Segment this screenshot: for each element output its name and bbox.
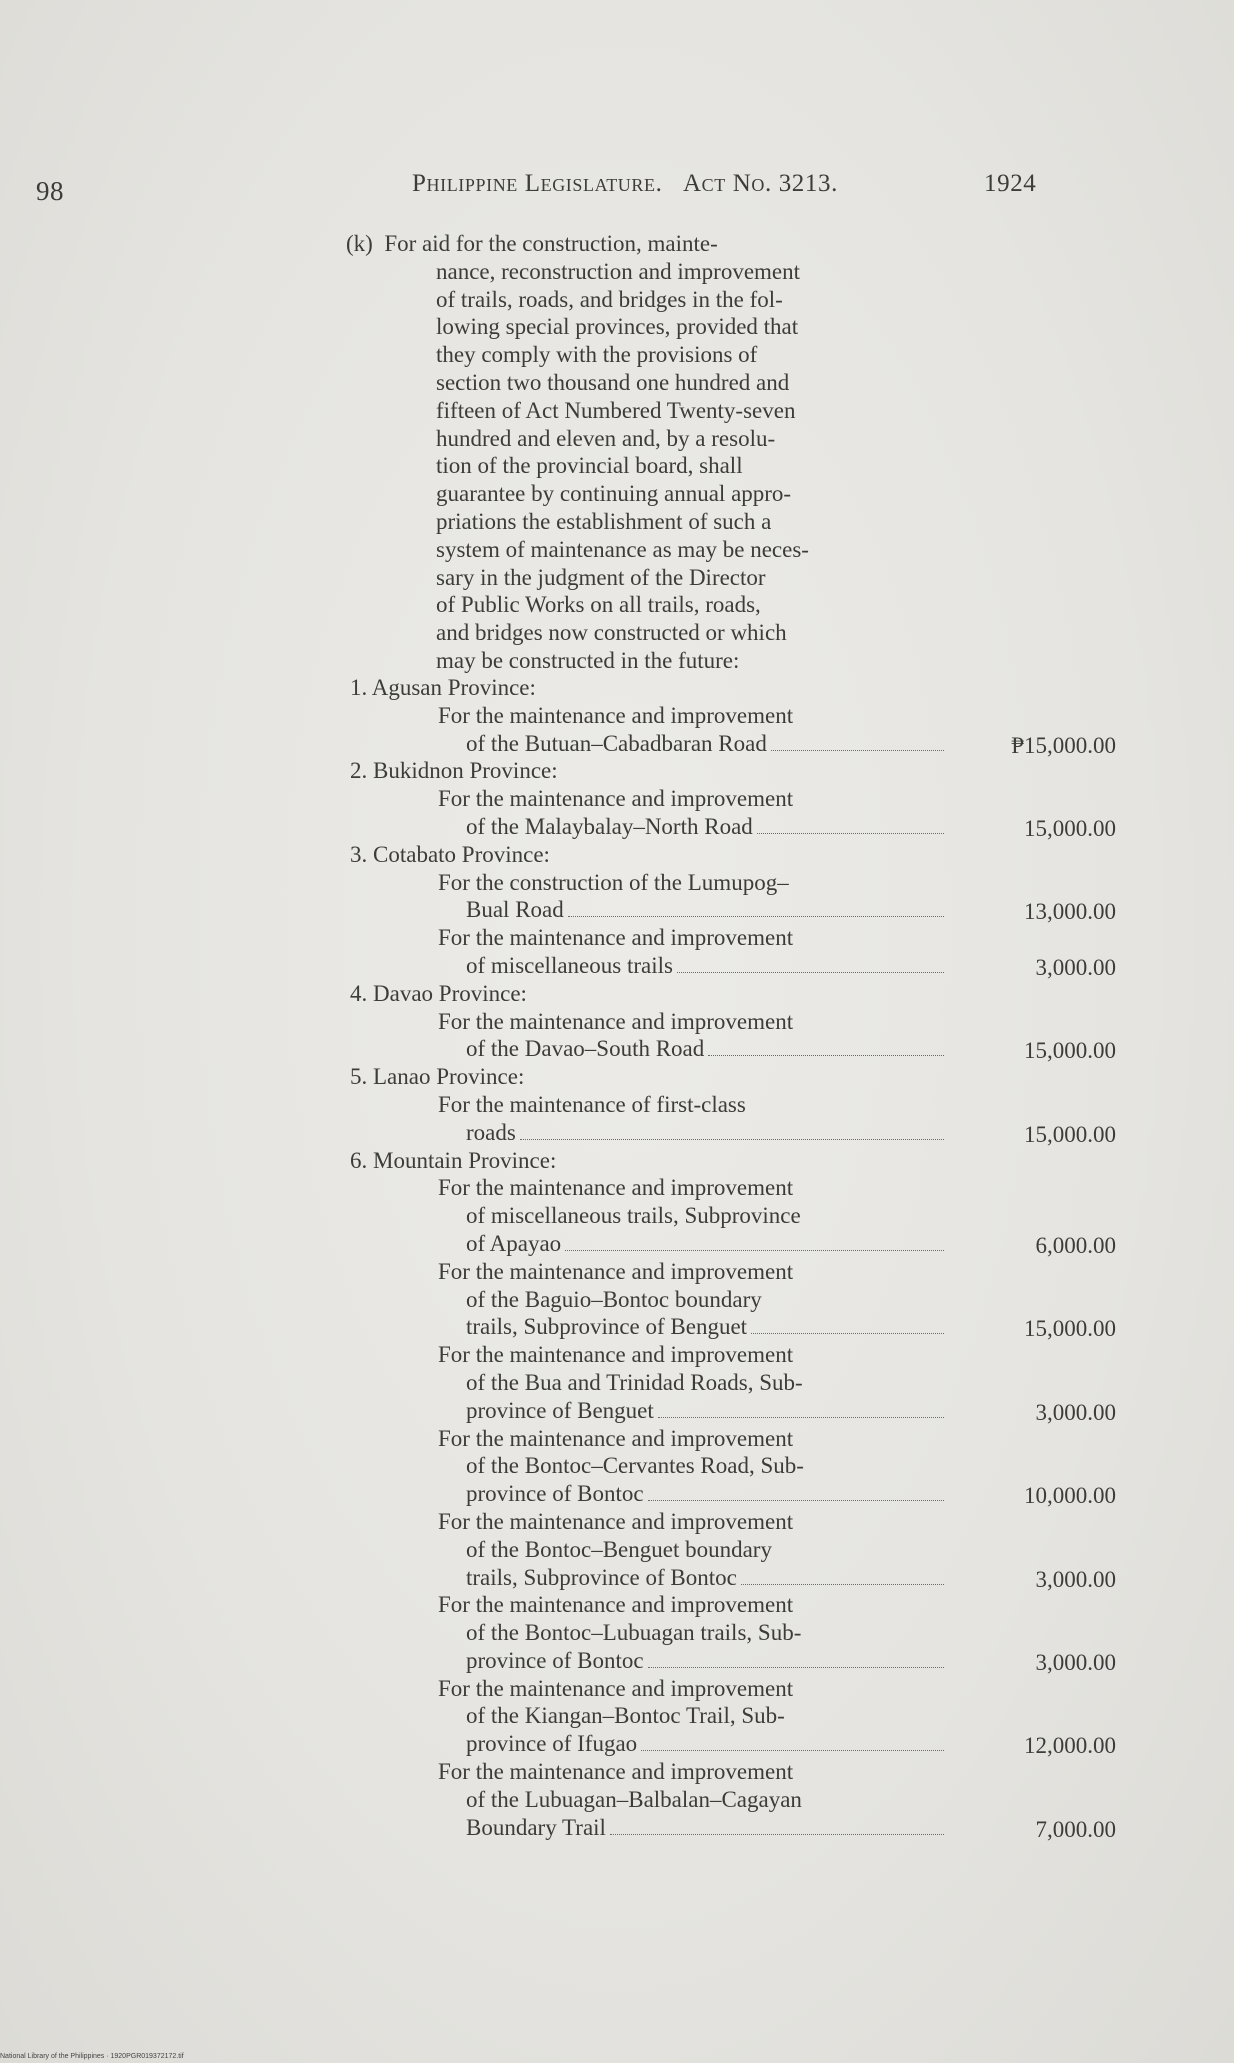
dot-leader (677, 971, 944, 973)
item-text-line: For the maintenance and improvement (438, 1508, 794, 1534)
running-head (412, 170, 1037, 198)
item-last-line (346, 730, 946, 758)
item-text-line: of the Baguio–Bontoc boundary (466, 1286, 762, 1312)
appropriation-item (346, 785, 1136, 841)
intro-line: section two thousand one hundred and (436, 369, 790, 395)
item-amount: 3,000.00 (1035, 1566, 1116, 1592)
dot-leader (641, 1749, 944, 1751)
item-amount: 12,000.00 (1024, 1733, 1116, 1759)
item-text-line: Boundary Trail (466, 1814, 606, 1840)
item-last-line (346, 1564, 946, 1592)
dot-leader (708, 1054, 944, 1056)
intro-line-text: For aid for the construction, mainte- (384, 231, 718, 256)
intro-line: priations the establishment of such a (436, 508, 772, 534)
item-text-line: For the maintenance and improvement (438, 786, 794, 812)
item-last-line (346, 1313, 946, 1341)
item-amount: 15,000.00 (1024, 1038, 1116, 1064)
item-amount: 13,000.00 (1024, 899, 1116, 925)
province-heading: 5. Lanao Province: (350, 1064, 525, 1090)
appropriation-item (346, 1591, 1136, 1674)
item-text-line: Bual Road (466, 897, 564, 923)
item-text-line: For the maintenance and improvement (438, 1008, 794, 1034)
dot-leader (568, 915, 944, 917)
item-text-line: province of Ifugao (466, 1731, 638, 1757)
item-text-line: of the Lubuagan–Balbalan–Cagayan (466, 1786, 802, 1812)
item-amount: 7,000.00 (1035, 1816, 1116, 1842)
item-amount: 15,000.00 (1024, 1121, 1116, 1147)
intro-line: system of maintenance as may be neces- (436, 536, 809, 562)
dot-leader (648, 1666, 944, 1668)
running-head-year: 1924 (984, 170, 1037, 197)
item-amount: 6,000.00 (1035, 1232, 1116, 1258)
dot-leader (751, 1332, 944, 1334)
appropriation-item (346, 869, 1136, 925)
intro-label: (k) (346, 231, 373, 256)
item-text-line: of miscellaneous trails, Subprovince (466, 1203, 801, 1229)
appropriation-item (346, 1675, 1136, 1758)
item-text-line: For the maintenance and improvement (438, 1592, 794, 1618)
item-text-line: For the maintenance and improvement (438, 1175, 794, 1201)
intro-line: hundred and eleven and, by a resolu- (436, 425, 776, 451)
item-text-line: of miscellaneous trails (466, 952, 673, 978)
appropriation-list (346, 674, 1136, 1841)
item-text-line: For the maintenance and improvement (438, 1342, 794, 1368)
dot-leader (757, 832, 944, 834)
intro-line: guarantee by continuing annual appro- (436, 481, 792, 507)
item-text-line: of the Davao–South Road (466, 1036, 705, 1062)
province-heading: 4. Davao Province: (350, 980, 527, 1006)
dot-leader (658, 1416, 944, 1418)
appropriation-item (346, 1758, 1136, 1841)
item-text-line: For the maintenance and improvement (438, 925, 794, 951)
dot-leader (648, 1499, 944, 1501)
item-text-line: For the construction of the Lumupog– (438, 869, 789, 895)
item-text-line: province of Bontoc (466, 1647, 644, 1673)
running-head-act: Act No. 3213. (683, 170, 838, 197)
intro-line: may be constructed in the future: (436, 647, 740, 673)
intro-line: of trails, roads, and bridges in the fol- (436, 286, 783, 312)
item-amount: 3,000.00 (1035, 954, 1116, 980)
item-last-line (346, 952, 946, 980)
appropriation-item (346, 1341, 1136, 1424)
item-amount: 10,000.00 (1024, 1483, 1116, 1509)
item-text-line: of the Bua and Trinidad Roads, Sub- (466, 1369, 803, 1395)
province-heading: 6. Mountain Province: (350, 1147, 557, 1173)
intro-line: of Public Works on all trails, roads, (436, 592, 761, 618)
running-head-title: Philippine Legislature. (412, 170, 663, 197)
dot-leader (610, 1833, 944, 1835)
item-text-line: of the Bontoc–Lubuagan trails, Sub- (466, 1620, 802, 1646)
item-amount: 3,000.00 (1035, 1399, 1116, 1425)
item-text-line: of the Bontoc–Cervantes Road, Sub- (466, 1453, 804, 1479)
dot-leader (741, 1583, 944, 1585)
item-amount: 15,000.00 (1024, 1316, 1116, 1342)
item-text-line: For the maintenance and improvement (438, 1759, 794, 1785)
item-text-line: trails, Subprovince of Benguet (466, 1314, 748, 1340)
item-text-line: roads (466, 1119, 516, 1145)
province-heading: 1. Agusan Province: (350, 675, 536, 700)
item-text-line: trails, Subprovince of Bontoc (466, 1564, 737, 1590)
item-text-line: of the Kiangan–Bontoc Trail, Sub- (466, 1703, 785, 1729)
appropriation-item (346, 702, 1136, 758)
item-last-line (346, 1035, 946, 1063)
dot-leader (565, 1249, 944, 1251)
dot-leader (771, 749, 944, 751)
item-text-line: of the Malaybalay–North Road (466, 813, 753, 839)
intro-line: tion of the provincial board, shall (436, 453, 743, 479)
item-text-line: province of Benguet (466, 1397, 654, 1423)
item-amount: 15,000.00 (1024, 815, 1116, 841)
item-last-line (346, 1730, 946, 1758)
item-last-line (346, 1119, 946, 1147)
intro-line: lowing special provinces, provided that (436, 314, 799, 340)
item-text-line: For the maintenance and improvement (438, 702, 794, 728)
appropriation-item (346, 1425, 1136, 1508)
item-last-line (346, 1230, 946, 1258)
page-number: 98 (36, 176, 64, 206)
appropriation-item (346, 924, 1136, 980)
appropriation-item (346, 1258, 1136, 1341)
intro-line: sary in the judgment of the Director (436, 564, 766, 590)
item-last-line (346, 1397, 946, 1425)
item-last-line (346, 1647, 946, 1675)
item-text-line: of Apayao (466, 1230, 562, 1256)
intro-line: and bridges now constructed or which (436, 620, 787, 646)
item-last-line (346, 896, 946, 924)
item-last-line (346, 813, 946, 841)
intro-line: fifteen of Act Numbered Twenty-seven (436, 397, 796, 423)
item-text-line: For the maintenance and improvement (438, 1675, 794, 1701)
intro-line: nance, reconstruction and improvement (436, 258, 801, 284)
appropriation-item (346, 1508, 1136, 1591)
item-last-line (346, 1480, 946, 1508)
intro-line (346, 230, 946, 258)
scan-footer: National Library of the Philippines · 1920PGR019372172.tif (0, 2053, 184, 2060)
item-amount: ₱15,000.00 (1011, 732, 1116, 758)
item-text-line: province of Bontoc (466, 1481, 644, 1507)
item-text-line: For the maintenance of first-class (438, 1091, 746, 1117)
province-heading: 2. Bukidnon Province: (350, 758, 558, 784)
appropriation-item (346, 1174, 1136, 1257)
item-last-line (346, 1814, 946, 1842)
appropriation-item (346, 1091, 1136, 1147)
province-heading: 3. Cotabato Province: (350, 841, 550, 867)
item-text-line: of the Bontoc–Benguet boundary (466, 1536, 772, 1562)
intro-line: they comply with the provisions of (436, 342, 758, 368)
item-amount: 3,000.00 (1035, 1649, 1116, 1675)
item-text-line: For the maintenance and improvement (438, 1258, 794, 1284)
appropriation-item (346, 1008, 1136, 1064)
item-text-line: of the Butuan–Cabadbaran Road (466, 730, 767, 756)
item-text-line: For the maintenance and improvement (438, 1425, 794, 1451)
dot-leader (520, 1138, 944, 1140)
intro-paragraph (346, 230, 946, 675)
